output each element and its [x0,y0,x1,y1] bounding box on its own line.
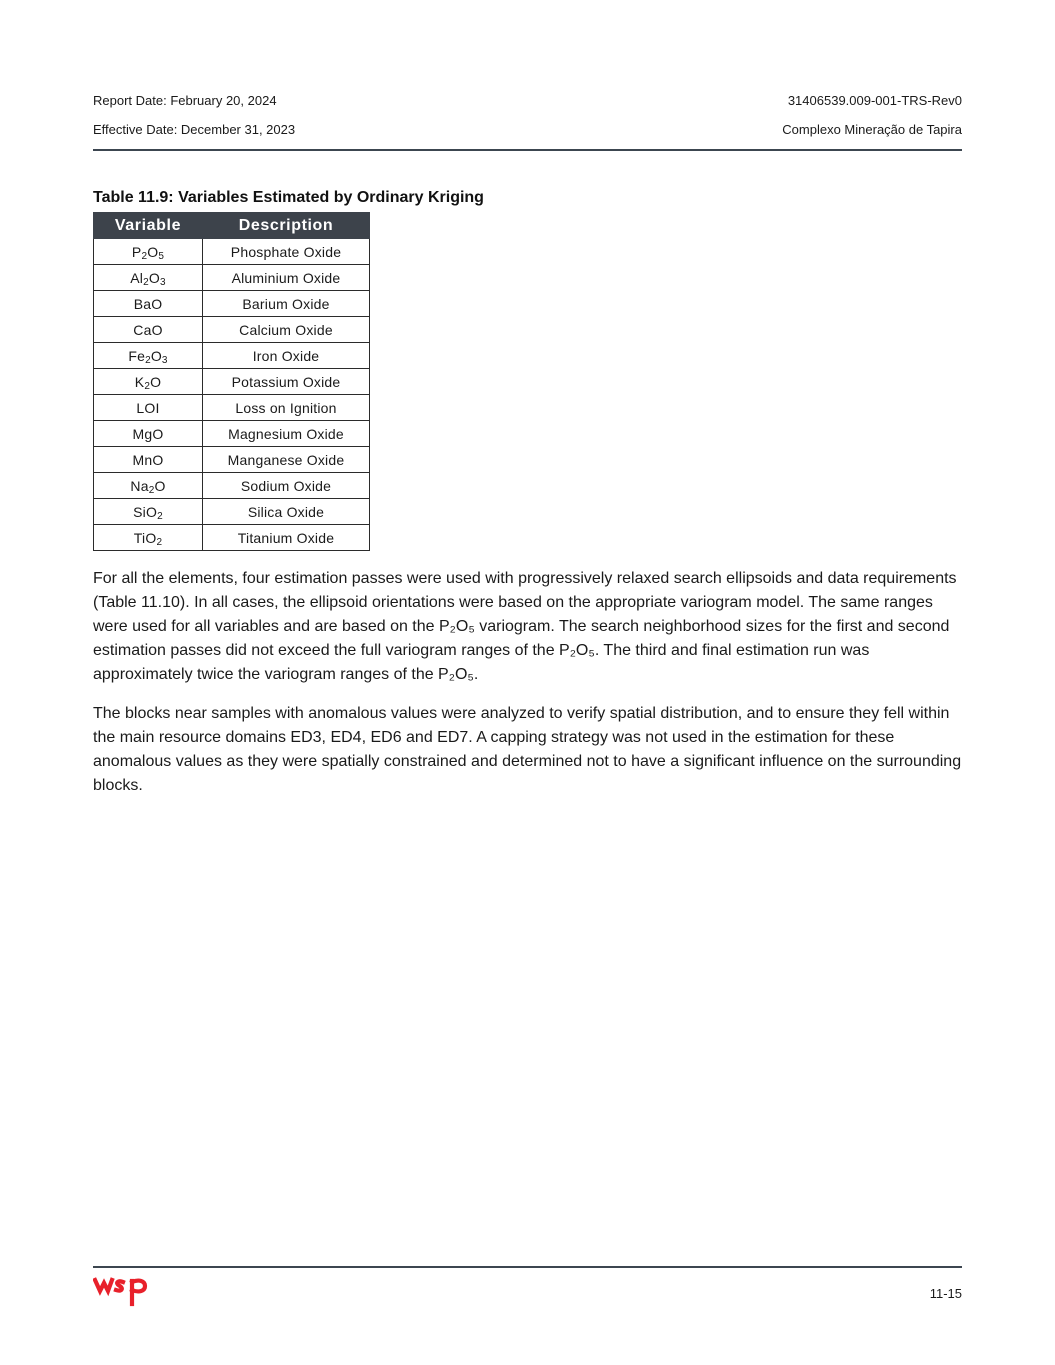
variable-cell [94,447,203,473]
formula-text: TiO [133,529,157,546]
table-row [94,447,370,473]
table-row [94,239,370,265]
description-cell: Silica Oxide [203,499,370,525]
document-number: 31406539.009-001-TRS-Rev0 [787,93,962,108]
variable-cell [94,421,203,447]
table-row [94,317,370,343]
variable-cell [94,499,203,525]
description-cell: Iron Oxide [203,343,370,369]
formula-subscript: 2 [156,536,163,548]
page-header [93,86,962,151]
formula-text: CaO [133,321,163,338]
formula-text: O [154,477,166,494]
column-header-description: Description [203,213,370,239]
formula-subscript: 5 [158,250,165,262]
paragraph-anomalous-values: The blocks near samples with anomalous values were analyzed to verify spatial distribution, and to ensure they fell within the main resource domains ED3, ED4, ED6 and ED7. A capping strategy was not used in the estimation for these anomalous values as they were spatially constrained and determined not to have a significant influence on the surrounding blocks. [93,705,962,794]
variable-cell [94,317,203,343]
formula-subscript: 2 [145,354,151,366]
table-row [94,343,370,369]
formula-subscript: 2 [141,250,148,262]
formula-subscript: 2 [157,510,163,522]
description-cell: Manganese Oxide [203,447,370,473]
description-cell: Loss on Ignition [203,395,370,421]
description-cell: Sodium Oxide [203,473,370,499]
variable-cell [94,265,203,291]
effective-date: Effective Date: December 31, 2023 [93,122,296,137]
formula-text: Al [130,269,144,286]
formula-subscript: 2 [148,484,155,496]
formula-subscript: 2 [144,380,151,392]
table-row [94,369,370,395]
wsp-logo-graphic [93,1273,157,1309]
description-cell: Titanium Oxide [203,525,370,551]
variables-table [93,212,370,551]
formula-text: O [147,243,159,260]
formula-subscript: 3 [161,354,168,366]
description-cell: Potassium Oxide [203,369,370,395]
table-header-row [94,213,370,239]
variable-cell [94,369,203,395]
table-row [94,421,370,447]
description-cell: Calcium Oxide [203,317,370,343]
formula-text: K [134,373,145,390]
table-row [94,525,370,551]
formula-text: O [150,373,162,390]
table-body [94,239,370,551]
table-row [94,291,370,317]
page-number: 11-15 [929,1286,962,1301]
formula-subscript: 3 [159,276,166,288]
description-cell: Aluminium Oxide [203,265,370,291]
table-title: Table 11.9: Variables Estimated by Ordinary Kriging [93,189,484,206]
table-row [94,499,370,525]
report-date: Report Date: February 20, 2024 [93,93,277,108]
variable-cell [94,343,203,369]
formula-text: SiO [133,503,158,520]
formula-text: LOI [136,399,160,416]
description-cell: Magnesium Oxide [203,421,370,447]
formula-text: BaO [133,295,163,312]
description-cell: Barium Oxide [203,291,370,317]
table-row [94,473,370,499]
paragraph-estimation-passes: For all the elements, four estimation passes were used with progressively relaxed search ellipsoids and data requirements (Table 11.10). In all cases, the ellipsoid orientations were based on the appropriate variogram model. The same ranges were used for all variables and are based on the P₂O₅ variogram. The search neighborhood sizes for the first and second estimation passes did not exceed the full variogram ranges of the P₂O₅. The third and final estimation run was approximately twice the variogram ranges of the P₂O₅. [93,570,957,683]
variable-cell [94,395,203,421]
formula-text: MgO [132,425,164,442]
table-row [94,395,370,421]
variable-cell [94,525,203,551]
formula-text: O [148,269,160,286]
project-name: Complexo Mineração de Tapira [782,122,962,137]
formula-text: MnO [132,451,164,468]
formula-text: Na [130,477,149,494]
header-row-2 [93,122,962,138]
formula-text: P [131,243,142,260]
formula-subscript: 2 [143,276,149,288]
footer-divider [93,1266,962,1268]
variable-cell [94,291,203,317]
table-row [94,265,370,291]
description-cell: Phosphate Oxide [203,239,370,265]
variable-cell [94,239,203,265]
column-header-variable: Variable [94,213,203,239]
formula-text: Fe [128,347,146,364]
wsp-logo [93,1273,157,1309]
header-row-1 [93,93,962,109]
formula-text: O [150,347,162,364]
variable-cell [94,473,203,499]
